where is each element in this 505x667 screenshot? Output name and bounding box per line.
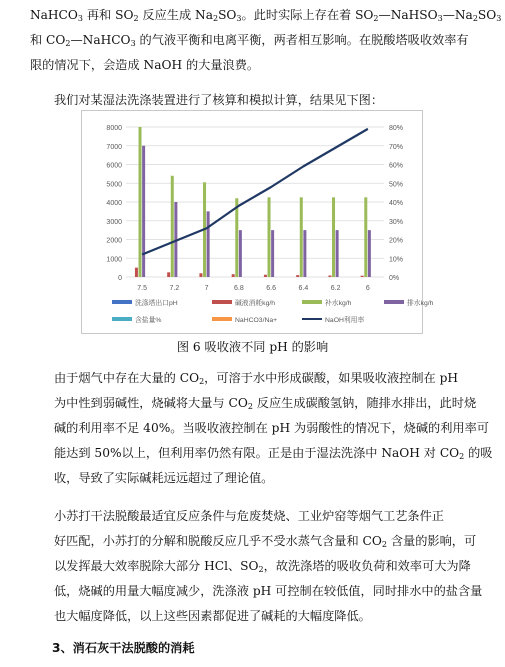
subscript: 3: [130, 39, 136, 48]
x-tick-label: 6.8: [234, 285, 244, 292]
bar: [328, 276, 331, 278]
figure-caption: 图 6 吸收液不同 pH 的影响: [176, 340, 329, 354]
subscript: 2: [459, 452, 465, 461]
legend-label: NaHCO3/Na+: [235, 317, 278, 324]
text-line: [54, 416, 489, 441]
legend-label: 洗涤塔出口pH: [135, 300, 178, 307]
text-line: [54, 604, 482, 629]
y-tick-label-left: 1000: [106, 256, 122, 264]
text-run: 限的情况下，会造成 NaOH 的大量浪费。: [30, 58, 260, 72]
text-run: —NaHCO: [70, 33, 131, 47]
subscript: 2: [65, 39, 71, 48]
x-tick-label: 6: [365, 285, 370, 292]
bar: [235, 198, 238, 277]
subscript: 2: [133, 14, 139, 23]
bar: [361, 276, 364, 277]
y-tick-label-right: 20%: [389, 237, 404, 245]
text-run: 也大幅度降低，以上这些因素都促进了碱耗的大幅度降低。: [54, 609, 371, 623]
paragraph-baking-soda: [30, 504, 482, 629]
legend-label: 补水kg/h: [325, 300, 352, 307]
text-line: [30, 53, 482, 78]
subscript: 2: [472, 14, 478, 23]
legend-swatch: [302, 300, 322, 304]
y-tick-label-left: 3000: [106, 218, 122, 226]
ph-effect-chart: [81, 110, 434, 334]
text-line: [54, 441, 493, 466]
text-run: 能达到 50%以上，但利用率仍然有限。正是由于湿法洗涤中 NaOH 对 CO: [54, 446, 460, 460]
text-run: 再和 SO: [82, 8, 134, 22]
text-run: 好匹配，小苏打的分解和脱酸反应几乎不受水蒸气含量和 CO: [54, 534, 382, 548]
bar: [199, 273, 202, 277]
subscript: 2: [247, 402, 253, 411]
bar: [167, 272, 170, 277]
y-tick-label-right: 70%: [389, 143, 404, 151]
legend-swatch: [212, 317, 232, 321]
subscript: 3: [496, 14, 502, 23]
text-run: 的气液平衡和电离平衡，两者相互影响。在脱酸塔吸收效率有: [135, 33, 469, 47]
x-tick-label: 6.2: [330, 285, 341, 292]
subscript: 2: [212, 14, 219, 23]
paragraph-intro: [30, 3, 502, 78]
subscript: 2: [199, 377, 205, 386]
bar: [135, 268, 138, 277]
subscript: 2: [258, 565, 264, 574]
subscript: 3: [236, 14, 242, 23]
legend-swatch: [112, 317, 132, 321]
y-tick-label-right: 30%: [389, 218, 404, 226]
text-line: [54, 391, 482, 416]
text-run: 以发挥最大效率脱除大部分 HCl、SO: [54, 559, 259, 573]
text-run: 和 CO: [30, 33, 66, 47]
y-tick-label-right: 60%: [389, 162, 404, 170]
text-run: 我们对某湿法洗涤装置进行了核算和模拟计算，结果见下图：: [54, 93, 384, 107]
text-run: SO: [218, 8, 237, 22]
legend-swatch: [384, 300, 404, 304]
bar: [207, 211, 210, 277]
text-run: 小苏打干法脱酸最适宜反应条件与危废焚烧、工业炉窑等烟气工艺条件正: [54, 509, 444, 523]
legend-label: NaOH利用率: [325, 317, 365, 324]
y-tick-label-left: 6000: [106, 162, 122, 170]
y-tick-label-right: 50%: [389, 181, 404, 189]
text-run: 反应生成碳酸氢钠，随排水排出，此时烧: [252, 396, 477, 410]
text-run: 低，烧碱的用量大幅度减少，洗涤液 pH 可控制在较低值，同时排水中的盐含量: [54, 584, 483, 598]
text-run: 反应生成 Na: [138, 8, 213, 22]
text-run: 为中性到弱碱性，烧碱将大量与 CO: [54, 396, 248, 410]
y-tick-label-right: 80%: [389, 125, 404, 132]
bar: [271, 230, 274, 277]
text-line: [54, 579, 482, 604]
bar: [336, 230, 339, 277]
bar: [364, 197, 367, 277]
legend-swatch: [212, 300, 232, 304]
section-heading: 3、消石灰干法脱酸的消耗: [52, 641, 195, 655]
legend-label: 排水kg/h: [407, 300, 434, 307]
y-tick-label-right: 10%: [389, 256, 404, 264]
y-tick-label-left: 4000: [106, 200, 122, 207]
x-tick-label: 6.6: [266, 285, 276, 292]
bar: [264, 275, 267, 277]
text-run: 的吸: [464, 446, 493, 460]
legend-label: 碱液消耗kg/h: [235, 300, 276, 307]
legend-label: 含盐量%: [135, 317, 162, 324]
bar: [296, 275, 299, 277]
x-tick-label: 6.4: [298, 285, 309, 292]
text-run: 由于烟气中存在大量的 CO: [54, 371, 200, 385]
text-run: 收，导致了实际碱耗远远超过了理论值。: [54, 471, 274, 485]
text-line: [54, 466, 482, 491]
text-run: —Na: [442, 8, 473, 22]
y-tick-label-left: 7000: [106, 143, 122, 151]
text-line: [54, 529, 482, 554]
chart-canvas: [82, 111, 434, 333]
paragraph-co2-effect: [30, 366, 493, 491]
subscript: 3: [437, 14, 443, 23]
bar: [171, 176, 174, 277]
text-run: —NaHSO: [378, 8, 438, 22]
text-line: [54, 554, 482, 579]
bar: [142, 146, 145, 277]
y-tick-label-right: 40%: [389, 200, 404, 207]
bar: [300, 197, 303, 277]
subscript: 2: [373, 14, 379, 23]
text-line: [30, 3, 502, 28]
text-run: 。此时实际上存在着 SO: [241, 8, 374, 22]
x-tick-label: 7.2: [169, 285, 180, 292]
bar: [139, 127, 142, 277]
text-run: ，故洗涤塔的吸收负荷和效率可大为降: [263, 559, 471, 573]
x-tick-label: 7: [204, 285, 209, 292]
x-tick-label: 7.5: [137, 285, 147, 292]
text-run: SO: [477, 8, 497, 22]
text-run: 含量的影响，可: [386, 534, 477, 548]
subscript: 3: [77, 14, 83, 23]
bar: [303, 230, 306, 277]
y-tick-label-left: 0: [118, 275, 122, 282]
y-tick-label-left: 8000: [106, 125, 122, 132]
text-run: 碱的利用率不足 40%。当吸收液控制在 pH 为弱酸性的情况下，烧碱的利用率可: [54, 421, 489, 435]
bar: [239, 230, 242, 277]
bar: [268, 197, 271, 277]
text-run: ，可溶于水中形成碳酸，如果吸收液控制在 pH: [204, 371, 459, 385]
y-tick-label-left: 5000: [106, 181, 122, 189]
bar: [332, 197, 335, 277]
legend-swatch: [112, 300, 132, 304]
text-run: NaHCO: [30, 8, 78, 22]
bar: [368, 230, 371, 277]
text-line: [30, 28, 482, 53]
subscript: 2: [381, 540, 387, 549]
y-tick-label-right: 0%: [389, 275, 400, 282]
y-tick-label-left: 2000: [106, 237, 122, 245]
text-line: [54, 366, 482, 391]
text-line: [54, 504, 482, 529]
bar: [232, 274, 235, 277]
